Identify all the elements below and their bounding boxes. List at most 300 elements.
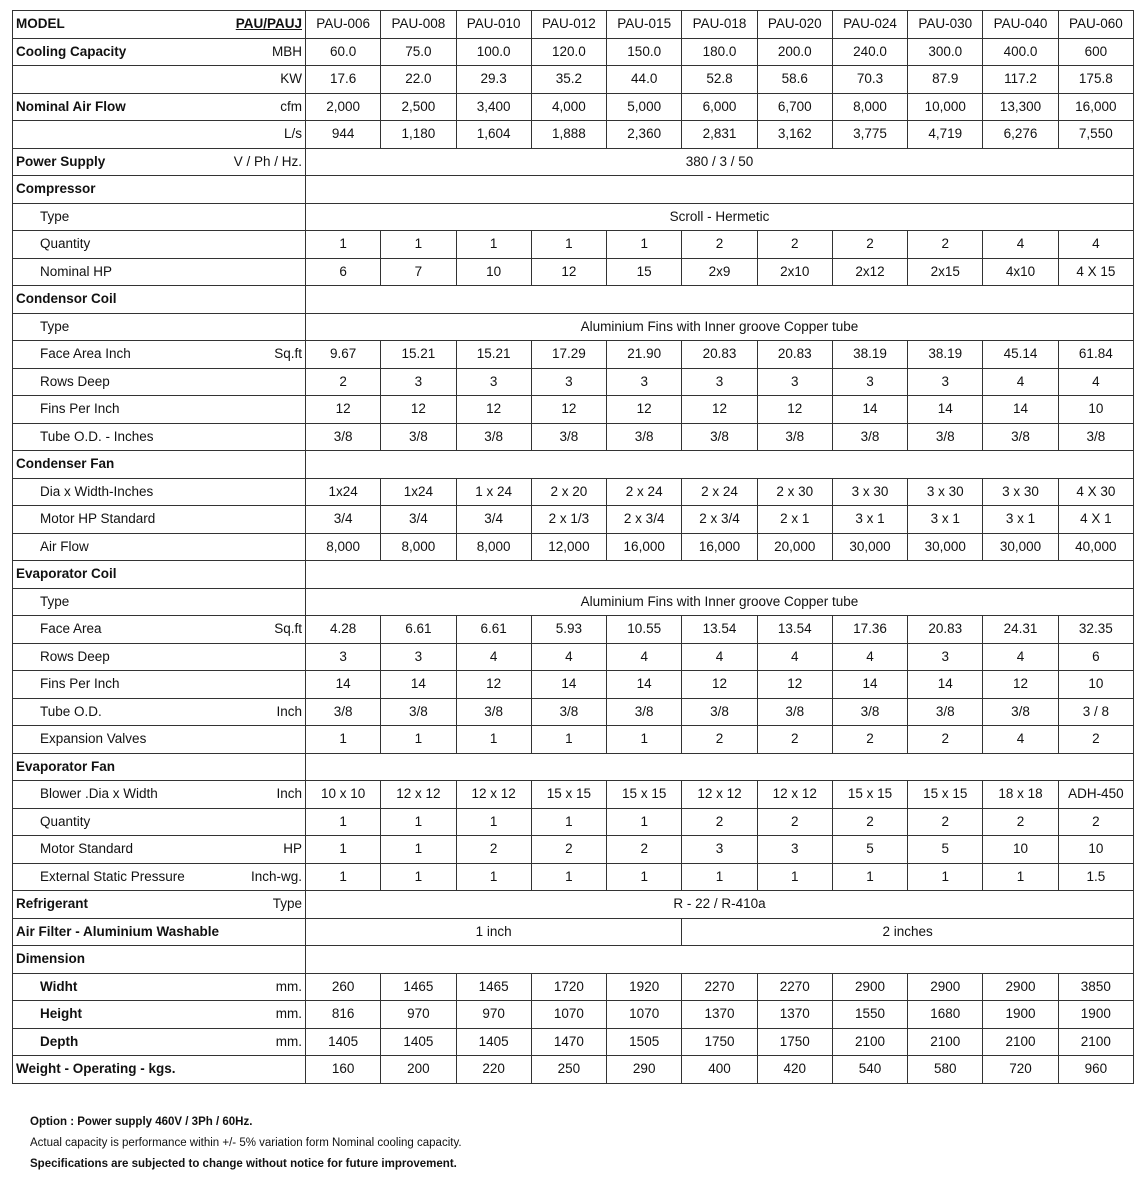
row-unit: Sq.ft bbox=[274, 346, 302, 362]
value-cell: 2 bbox=[607, 836, 682, 864]
value-cell: 3 bbox=[832, 368, 907, 396]
table-row bbox=[13, 781, 1134, 809]
table-row bbox=[13, 1028, 1134, 1056]
section-row bbox=[13, 753, 1134, 781]
value-cell: 1 bbox=[983, 863, 1058, 891]
table-row bbox=[13, 423, 1134, 451]
table-row bbox=[13, 918, 1134, 946]
row-label-cell bbox=[13, 93, 306, 121]
row-unit: Inch-wg. bbox=[250, 868, 302, 884]
value-cell: 12 bbox=[682, 671, 757, 699]
value-cell: 3/8 bbox=[456, 698, 531, 726]
row-label: Evaporator Coil bbox=[16, 566, 117, 582]
merged-value-cell: 380 / 3 / 50 bbox=[306, 148, 1134, 176]
value-cell: 1 bbox=[381, 836, 456, 864]
model-header-cell: PAU-008 bbox=[381, 11, 456, 39]
row-label-cell bbox=[13, 946, 306, 974]
value-cell: 1 bbox=[531, 808, 606, 836]
row-label-cell bbox=[13, 341, 306, 369]
value-cell: 1x24 bbox=[381, 478, 456, 506]
value-cell: 2 x 24 bbox=[682, 478, 757, 506]
row-label-cell bbox=[13, 836, 306, 864]
value-cell: 944 bbox=[306, 121, 381, 149]
row-label-cell bbox=[13, 286, 306, 314]
value-cell: ADH-450 bbox=[1058, 781, 1133, 809]
row-label-cell bbox=[13, 38, 306, 66]
value-cell: 400 bbox=[682, 1056, 757, 1084]
value-cell: 2x12 bbox=[832, 258, 907, 286]
value-cell: 2 bbox=[908, 231, 983, 259]
row-label: Expansion Valves bbox=[40, 731, 147, 747]
value-cell: 120.0 bbox=[531, 38, 606, 66]
value-cell: 15 x 15 bbox=[531, 781, 606, 809]
row-label: Rows Deep bbox=[40, 648, 110, 664]
row-label-cell bbox=[13, 863, 306, 891]
value-cell: 20.83 bbox=[908, 616, 983, 644]
section-row bbox=[13, 286, 1134, 314]
value-cell: 3/8 bbox=[1058, 423, 1133, 451]
value-cell: 4 bbox=[757, 643, 832, 671]
row-label: Dimension bbox=[16, 951, 86, 967]
value-cell: 6.61 bbox=[381, 616, 456, 644]
value-cell: 1465 bbox=[381, 973, 456, 1001]
value-cell: 1 bbox=[306, 836, 381, 864]
value-cell: 1 bbox=[682, 863, 757, 891]
section-row bbox=[13, 561, 1134, 589]
value-cell: 2 x 30 bbox=[757, 478, 832, 506]
value-cell: 2 bbox=[682, 808, 757, 836]
value-cell: 7 bbox=[381, 258, 456, 286]
value-cell: 3/8 bbox=[757, 423, 832, 451]
value-cell: 12 bbox=[381, 396, 456, 424]
row-label-cell bbox=[13, 1001, 306, 1029]
value-cell: 13.54 bbox=[682, 616, 757, 644]
table-row bbox=[13, 93, 1134, 121]
row-unit: HP bbox=[283, 841, 302, 857]
value-cell: 9.67 bbox=[306, 341, 381, 369]
split-value-cell: 1 inch bbox=[306, 918, 682, 946]
value-cell: 3/8 bbox=[456, 423, 531, 451]
row-label: Quantity bbox=[40, 236, 91, 252]
value-cell: 3/8 bbox=[983, 423, 1058, 451]
value-cell: 12 bbox=[682, 396, 757, 424]
value-cell: 1 bbox=[306, 863, 381, 891]
table-row bbox=[13, 643, 1134, 671]
row-label: Nominal Air Flow bbox=[16, 98, 126, 114]
table-row bbox=[13, 121, 1134, 149]
value-cell: 2,500 bbox=[381, 93, 456, 121]
value-cell: 12,000 bbox=[531, 533, 606, 561]
value-cell: 3/4 bbox=[381, 506, 456, 534]
value-cell: 1 bbox=[607, 231, 682, 259]
value-cell: 12 bbox=[757, 671, 832, 699]
value-cell: 1405 bbox=[306, 1028, 381, 1056]
row-label-cell bbox=[13, 506, 306, 534]
value-cell: 2 bbox=[983, 808, 1058, 836]
option-note: Option : Power supply 460V / 3Ph / 60Hz. bbox=[30, 1116, 253, 1128]
value-cell: 12 bbox=[531, 258, 606, 286]
table-row bbox=[13, 588, 1134, 616]
capacity-note: Actual capacity is performance within +/- 5% variation form Nominal cooling capacity. bbox=[30, 1137, 462, 1149]
table-row bbox=[13, 148, 1134, 176]
value-cell: 44.0 bbox=[607, 66, 682, 94]
table-row bbox=[13, 313, 1134, 341]
row-unit: V / Ph / Hz. bbox=[233, 153, 302, 169]
spec-change-note: Specifications are subjected to change without notice for future improvement. bbox=[30, 1158, 457, 1170]
value-cell: 2 bbox=[1058, 726, 1133, 754]
value-cell: 3/4 bbox=[456, 506, 531, 534]
value-cell: 1,604 bbox=[456, 121, 531, 149]
value-cell: 1 bbox=[381, 726, 456, 754]
row-label-cell bbox=[13, 313, 306, 341]
value-cell: 8,000 bbox=[381, 533, 456, 561]
value-cell: 160 bbox=[306, 1056, 381, 1084]
model-header-cell: PAU-060 bbox=[1058, 11, 1133, 39]
value-cell: 1465 bbox=[456, 973, 531, 1001]
row-label-cell bbox=[13, 396, 306, 424]
row-unit: mm. bbox=[275, 1033, 302, 1049]
row-label: Face Area bbox=[40, 621, 102, 637]
value-cell: 1 bbox=[306, 231, 381, 259]
row-label-cell bbox=[13, 643, 306, 671]
table-row bbox=[13, 1056, 1134, 1084]
value-cell: 2 x 20 bbox=[531, 478, 606, 506]
value-cell: 5.93 bbox=[531, 616, 606, 644]
value-cell: 12 x 12 bbox=[456, 781, 531, 809]
value-cell: 4 bbox=[531, 643, 606, 671]
value-cell: 12 bbox=[531, 396, 606, 424]
row-label: Widht bbox=[40, 978, 78, 994]
value-cell: 1,888 bbox=[531, 121, 606, 149]
row-label-cell bbox=[13, 121, 306, 149]
row-label-cell bbox=[13, 616, 306, 644]
split-value-cell: 2 inches bbox=[682, 918, 1134, 946]
value-cell: 3/8 bbox=[832, 698, 907, 726]
value-cell: 2 x 3/4 bbox=[607, 506, 682, 534]
row-label-cell bbox=[13, 368, 306, 396]
value-cell: 2900 bbox=[908, 973, 983, 1001]
value-cell: 200 bbox=[381, 1056, 456, 1084]
value-cell: 3/8 bbox=[531, 423, 606, 451]
value-cell: 14 bbox=[832, 671, 907, 699]
row-label-cell bbox=[13, 588, 306, 616]
value-cell: 3/8 bbox=[757, 698, 832, 726]
model-header-cell: PAU-018 bbox=[682, 11, 757, 39]
value-cell: 220 bbox=[456, 1056, 531, 1084]
value-cell: 2900 bbox=[832, 973, 907, 1001]
value-cell: 1900 bbox=[983, 1001, 1058, 1029]
value-cell: 20,000 bbox=[757, 533, 832, 561]
value-cell: 17.29 bbox=[531, 341, 606, 369]
row-label: Air Filter - Aluminium Washable bbox=[16, 923, 220, 939]
value-cell: 4,000 bbox=[531, 93, 606, 121]
value-cell: 2100 bbox=[908, 1028, 983, 1056]
value-cell: 6 bbox=[306, 258, 381, 286]
value-cell: 14 bbox=[531, 671, 606, 699]
model-header-cell: PAU-040 bbox=[983, 11, 1058, 39]
value-cell: 250 bbox=[531, 1056, 606, 1084]
row-unit: Inch bbox=[276, 786, 302, 802]
value-cell: 2 bbox=[832, 231, 907, 259]
value-cell: 1 bbox=[908, 863, 983, 891]
value-cell: 16,000 bbox=[682, 533, 757, 561]
value-cell: 12 bbox=[456, 671, 531, 699]
row-label: Fins Per Inch bbox=[40, 676, 120, 692]
value-cell: 600 bbox=[1058, 38, 1133, 66]
value-cell: 240.0 bbox=[832, 38, 907, 66]
value-cell: 1x24 bbox=[306, 478, 381, 506]
value-cell: 6,700 bbox=[757, 93, 832, 121]
value-cell: 22.0 bbox=[381, 66, 456, 94]
row-label-cell bbox=[13, 231, 306, 259]
model-header-cell: PAU-015 bbox=[607, 11, 682, 39]
row-label: Condensor Coil bbox=[16, 291, 117, 307]
value-cell: 10 bbox=[983, 836, 1058, 864]
value-cell: 3 bbox=[682, 836, 757, 864]
value-cell: 150.0 bbox=[607, 38, 682, 66]
value-cell: 4 X 30 bbox=[1058, 478, 1133, 506]
row-label-cell bbox=[13, 671, 306, 699]
row-label: Refrigerant bbox=[16, 896, 89, 912]
value-cell: 12 bbox=[757, 396, 832, 424]
value-cell: 1405 bbox=[456, 1028, 531, 1056]
value-cell: 8,000 bbox=[306, 533, 381, 561]
merged-value-cell: Scroll - Hermetic bbox=[306, 203, 1134, 231]
table-row bbox=[13, 66, 1134, 94]
value-cell: 1 bbox=[757, 863, 832, 891]
value-cell: 1900 bbox=[1058, 1001, 1133, 1029]
value-cell: 2 x 1 bbox=[757, 506, 832, 534]
value-cell: 8,000 bbox=[832, 93, 907, 121]
value-cell: 1680 bbox=[908, 1001, 983, 1029]
value-cell: 2x9 bbox=[682, 258, 757, 286]
model-header-cell: PAU-012 bbox=[531, 11, 606, 39]
empty-section-cell bbox=[306, 286, 1134, 314]
value-cell: 12 bbox=[456, 396, 531, 424]
empty-section-cell bbox=[306, 176, 1134, 204]
row-label-cell bbox=[13, 973, 306, 1001]
value-cell: 1 bbox=[456, 726, 531, 754]
value-cell: 3/8 bbox=[531, 698, 606, 726]
row-label-cell bbox=[13, 918, 306, 946]
value-cell: 30,000 bbox=[983, 533, 1058, 561]
value-cell: 15 bbox=[607, 258, 682, 286]
row-label: Rows Deep bbox=[40, 373, 110, 389]
value-cell: 2 bbox=[832, 808, 907, 836]
table-row bbox=[13, 863, 1134, 891]
value-cell: 1370 bbox=[757, 1001, 832, 1029]
table-row bbox=[13, 396, 1134, 424]
row-label-cell bbox=[13, 176, 306, 204]
value-cell: 38.19 bbox=[908, 341, 983, 369]
value-cell: 4 bbox=[983, 368, 1058, 396]
value-cell: 1 bbox=[306, 808, 381, 836]
table-row bbox=[13, 698, 1134, 726]
value-cell: 45.14 bbox=[983, 341, 1058, 369]
value-cell: 14 bbox=[381, 671, 456, 699]
value-cell: 1 bbox=[381, 863, 456, 891]
value-cell: 3 x 30 bbox=[908, 478, 983, 506]
row-label-cell bbox=[13, 11, 306, 39]
row-unit: cfm bbox=[280, 98, 302, 114]
value-cell: 290 bbox=[607, 1056, 682, 1084]
value-cell: 3850 bbox=[1058, 973, 1133, 1001]
value-cell: 3 bbox=[381, 643, 456, 671]
value-cell: 4 bbox=[983, 643, 1058, 671]
value-cell: 1,180 bbox=[381, 121, 456, 149]
value-cell: 2 bbox=[1058, 808, 1133, 836]
row-label: Dia x Width-Inches bbox=[40, 483, 154, 499]
value-cell: 2x15 bbox=[908, 258, 983, 286]
value-cell: 24.31 bbox=[983, 616, 1058, 644]
value-cell: 2 bbox=[757, 726, 832, 754]
row-label-cell bbox=[13, 148, 306, 176]
value-cell: 2 bbox=[908, 808, 983, 836]
empty-section-cell bbox=[306, 451, 1134, 479]
row-label-cell bbox=[13, 781, 306, 809]
row-label: Type bbox=[40, 208, 70, 224]
row-label-cell bbox=[13, 258, 306, 286]
value-cell: 720 bbox=[983, 1056, 1058, 1084]
value-cell: 3 bbox=[682, 368, 757, 396]
value-cell: 3 bbox=[531, 368, 606, 396]
model-header-cell: PAU-010 bbox=[456, 11, 531, 39]
value-cell: 17.36 bbox=[832, 616, 907, 644]
row-label: Height bbox=[40, 1006, 82, 1022]
value-cell: 960 bbox=[1058, 1056, 1133, 1084]
value-cell: 3/8 bbox=[381, 423, 456, 451]
value-cell: 30,000 bbox=[832, 533, 907, 561]
value-cell: 2 bbox=[531, 836, 606, 864]
value-cell: 4x10 bbox=[983, 258, 1058, 286]
value-cell: 8,000 bbox=[456, 533, 531, 561]
value-cell: 1 bbox=[607, 808, 682, 836]
value-cell: 2 bbox=[456, 836, 531, 864]
value-cell: 5 bbox=[908, 836, 983, 864]
value-cell: 13,300 bbox=[983, 93, 1058, 121]
row-label-cell bbox=[13, 891, 306, 919]
value-cell: 3/4 bbox=[306, 506, 381, 534]
value-cell: 3 bbox=[908, 368, 983, 396]
value-cell: 1505 bbox=[607, 1028, 682, 1056]
table-row bbox=[13, 836, 1134, 864]
value-cell: 32.35 bbox=[1058, 616, 1133, 644]
value-cell: 260 bbox=[306, 973, 381, 1001]
merged-value-cell: R - 22 / R-410a bbox=[306, 891, 1134, 919]
value-cell: 3/8 bbox=[908, 423, 983, 451]
row-label: Cooling Capacity bbox=[16, 43, 127, 59]
table-row bbox=[13, 478, 1134, 506]
value-cell: 12 x 12 bbox=[682, 781, 757, 809]
value-cell: 3,162 bbox=[757, 121, 832, 149]
row-label-cell bbox=[13, 753, 306, 781]
value-cell: 20.83 bbox=[757, 341, 832, 369]
value-cell: 2100 bbox=[983, 1028, 1058, 1056]
row-label-cell bbox=[13, 726, 306, 754]
header-row bbox=[13, 11, 1134, 39]
value-cell: 3/8 bbox=[682, 698, 757, 726]
value-cell: 87.9 bbox=[908, 66, 983, 94]
value-cell: 2,000 bbox=[306, 93, 381, 121]
value-cell: 970 bbox=[456, 1001, 531, 1029]
value-cell: 5,000 bbox=[607, 93, 682, 121]
table-row bbox=[13, 808, 1134, 836]
value-cell: 30,000 bbox=[908, 533, 983, 561]
value-cell: 4.28 bbox=[306, 616, 381, 644]
value-cell: 1750 bbox=[682, 1028, 757, 1056]
row-label: Nominal HP bbox=[40, 263, 113, 279]
value-cell: 20.83 bbox=[682, 341, 757, 369]
value-cell: 14 bbox=[832, 396, 907, 424]
value-cell: 200.0 bbox=[757, 38, 832, 66]
value-cell: 4 bbox=[456, 643, 531, 671]
value-cell: 1370 bbox=[682, 1001, 757, 1029]
merged-value-cell: Aluminium Fins with Inner groove Copper tube bbox=[306, 588, 1134, 616]
value-cell: 40,000 bbox=[1058, 533, 1133, 561]
spec-table-body bbox=[13, 11, 1134, 1084]
value-cell: 1 bbox=[832, 863, 907, 891]
notes bbox=[30, 1112, 462, 1175]
table-row bbox=[13, 258, 1134, 286]
row-label-cell bbox=[13, 423, 306, 451]
row-label: Power Supply bbox=[16, 153, 106, 169]
value-cell: 6 bbox=[1058, 643, 1133, 671]
value-cell: 4 X 1 bbox=[1058, 506, 1133, 534]
value-cell: 2 bbox=[908, 726, 983, 754]
table-row bbox=[13, 671, 1134, 699]
value-cell: 4 X 15 bbox=[1058, 258, 1133, 286]
value-cell: 4 bbox=[832, 643, 907, 671]
value-cell: 4,719 bbox=[908, 121, 983, 149]
value-cell: 10 bbox=[456, 258, 531, 286]
table-row bbox=[13, 726, 1134, 754]
row-label-cell bbox=[13, 533, 306, 561]
value-cell: 3/8 bbox=[306, 423, 381, 451]
value-cell: 2x10 bbox=[757, 258, 832, 286]
row-label: Condenser Fan bbox=[16, 456, 115, 472]
row-label: Evaporator Fan bbox=[16, 758, 116, 774]
row-label: Tube O.D. bbox=[40, 703, 102, 719]
value-cell: 3/8 bbox=[306, 698, 381, 726]
value-cell: 6,276 bbox=[983, 121, 1058, 149]
row-label: Blower .Dia x Width bbox=[40, 786, 158, 802]
empty-section-cell bbox=[306, 946, 1134, 974]
model-header-cell: PAU-020 bbox=[757, 11, 832, 39]
value-cell: 12 bbox=[607, 396, 682, 424]
value-cell: 3 x 1 bbox=[832, 506, 907, 534]
value-cell: 2900 bbox=[983, 973, 1058, 1001]
value-cell: 3 bbox=[381, 368, 456, 396]
value-cell: 400.0 bbox=[983, 38, 1058, 66]
value-cell: 15.21 bbox=[381, 341, 456, 369]
row-label: Depth bbox=[40, 1033, 79, 1049]
row-unit: Sq.ft bbox=[274, 621, 302, 637]
value-cell: 1550 bbox=[832, 1001, 907, 1029]
value-cell: 1 bbox=[531, 231, 606, 259]
value-cell: 1 bbox=[381, 231, 456, 259]
value-cell: 3 bbox=[757, 368, 832, 396]
value-cell: 2 bbox=[757, 808, 832, 836]
row-label-cell bbox=[13, 698, 306, 726]
value-cell: 3 x 30 bbox=[832, 478, 907, 506]
value-cell: 180.0 bbox=[682, 38, 757, 66]
value-cell: 10,000 bbox=[908, 93, 983, 121]
value-cell: 3 x 1 bbox=[983, 506, 1058, 534]
value-cell: 1720 bbox=[531, 973, 606, 1001]
value-cell: 70.3 bbox=[832, 66, 907, 94]
table-row bbox=[13, 891, 1134, 919]
table-row bbox=[13, 506, 1134, 534]
